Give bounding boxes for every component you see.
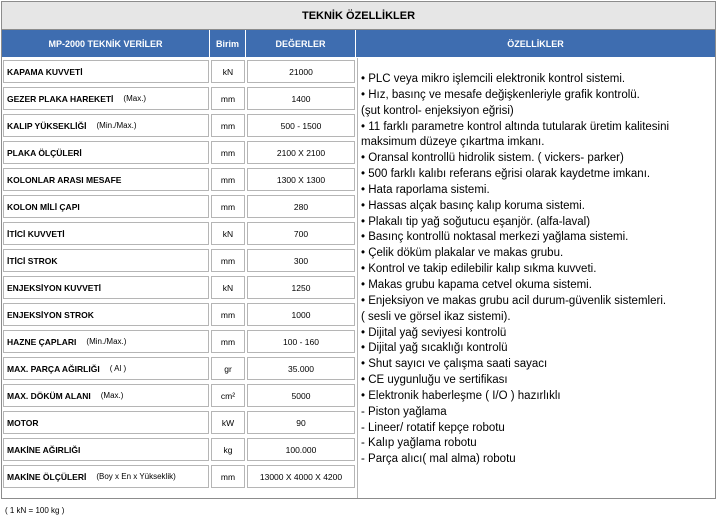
spec-table: [2, 58, 357, 490]
spec-label-cell: [3, 249, 209, 272]
spec-label: MAKİNE ÖLÇÜLERİ: [7, 471, 87, 482]
spec-label-cell: [3, 60, 209, 83]
spec-label-cell: [3, 357, 209, 380]
spec-note: (Min./Max.): [86, 337, 127, 346]
spec-label-cell: [3, 303, 209, 326]
spec-value: 35.000: [247, 357, 355, 380]
spec-unit: mm: [211, 195, 245, 218]
spec-label-cell: [3, 465, 209, 488]
spec-value: 100.000: [247, 438, 355, 461]
spec-label: KALIP YÜKSEKLİĞİ: [7, 120, 87, 131]
feature-item: • Makas grubu kapama cetvel okuma sistemi.: [361, 278, 592, 291]
spec-note: (Min./Max.): [96, 121, 137, 130]
feature-item: • CE uygunluğu ve sertifikası: [361, 374, 508, 387]
spec-value: 2100 X 2100: [247, 141, 355, 164]
spec-value: 1000: [247, 303, 355, 326]
spec-unit: kN: [211, 276, 245, 299]
spec-unit: mm: [211, 465, 245, 488]
spec-label-cell: [3, 384, 209, 407]
spec-unit: mm: [211, 303, 245, 326]
spec-label-cell: [3, 276, 209, 299]
feature-item: • Hız, basınç ve mesafe değişkenleriyle grafik kontrolü.: [361, 88, 640, 101]
feature-item: • Enjeksiyon ve makas grubu acil durum-güvenlik sistemleri.: [361, 294, 667, 307]
spec-value: 13000 X 4000 X 4200: [247, 465, 355, 488]
spec-label: KAPAMA KUVVETİ: [7, 66, 83, 77]
spec-label: MOTOR: [7, 417, 39, 428]
spec-label-cell: [3, 168, 209, 191]
header-spec: MP-2000 TEKNİK VERİLER: [2, 30, 210, 57]
footnote: ( 1 kN = 100 kg ): [5, 506, 65, 515]
feature-item: • Hassas alçak basınç kalıp koruma sistemi.: [361, 199, 585, 212]
spec-label-cell: [3, 222, 209, 245]
spec-label-cell: [3, 411, 209, 434]
feature-item: • Shut sayıcı ve çalışma saati sayacı: [361, 358, 548, 371]
feature-item: - Kalıp yağlama robotu: [361, 437, 477, 450]
feature-item: • Elektronik haberleşme ( I/O ) hazırlıklı: [361, 389, 561, 402]
header-value: DEĞERLER: [246, 30, 356, 57]
spec-label: KOLON MİLİ ÇAPI: [7, 201, 80, 212]
header-unit: Birim: [210, 30, 246, 57]
sheet-title: TEKNİK ÖZELLİKLER: [2, 2, 715, 30]
spec-value: 280: [247, 195, 355, 218]
table-row: [2, 166, 357, 193]
feature-item: • Hata raporlama sistemi.: [361, 183, 490, 196]
spec-label: ENJEKSİYON KUVVETİ: [7, 282, 101, 293]
feature-item: (şut kontrol- enjeksiyon eğrisi): [361, 104, 514, 117]
feature-item: • PLC veya mikro işlemcili elektronik kontrol sistemi.: [361, 73, 626, 85]
feature-item: - Parça alıcı( mal alma) robotu: [361, 453, 516, 466]
spec-value: 21000: [247, 60, 355, 83]
feature-item: ( sesli ve görsel ikaz sistemi).: [361, 310, 511, 323]
spec-note: ( Al ): [109, 364, 127, 373]
spec-label: MAX. DÖKÜM ALANI: [7, 390, 91, 401]
spec-note: (Boy x En x Yükseklik): [96, 472, 176, 481]
table-row: [2, 247, 357, 274]
spec-unit: kW: [211, 411, 245, 434]
spec-value: 1300 X 1300: [247, 168, 355, 191]
spec-label: PLAKA ÖLÇÜLERİ: [7, 147, 82, 158]
spec-value: 700: [247, 222, 355, 245]
spec-unit: kN: [211, 60, 245, 83]
spec-sheet: [1, 1, 716, 499]
spec-label-cell: [3, 330, 209, 353]
features-panel: [357, 58, 715, 498]
header-features: ÖZELLİKLER: [356, 30, 715, 57]
feature-item: maksimum düzeye çıkartma imkanı.: [361, 136, 545, 149]
feature-item: • Plakalı tip yağ soğutucu eşanjör. (alfa-laval): [361, 215, 591, 228]
feature-item: - Piston yağlama: [361, 405, 447, 418]
feature-item: • Kontrol ve takip edilebilir kalıp sıkma kuvveti.: [361, 263, 597, 276]
spec-unit: mm: [211, 114, 245, 137]
spec-label-cell: [3, 438, 209, 461]
feature-item: • Basınç kontrollü noktasal merkezi yağlama sistemi.: [361, 231, 629, 244]
table-row: [2, 409, 357, 436]
spec-label: KOLONLAR ARASI MESAFE: [7, 174, 122, 185]
spec-note: (Max.): [100, 391, 124, 400]
spec-label: İTİCİ STROK: [7, 255, 58, 266]
table-row: [2, 382, 357, 409]
spec-unit: mm: [211, 330, 245, 353]
feature-item: • 11 farklı parametre kontrol altında tutularak üretim kalitesini: [361, 120, 670, 133]
spec-label: ENJEKSİYON STROK: [7, 309, 94, 320]
feature-item: • 500 farklı kalıbı referans eğrisi olarak kaydetme imkanı.: [361, 168, 651, 181]
table-row: [2, 58, 357, 85]
spec-unit: kN: [211, 222, 245, 245]
spec-label: HAZNE ÇAPLARI: [7, 336, 77, 347]
spec-label: İTİCİ KUVVETİ: [7, 228, 65, 239]
spec-label-cell: [3, 195, 209, 218]
table-row: [2, 220, 357, 247]
spec-value: 90: [247, 411, 355, 434]
spec-unit: gr: [211, 357, 245, 380]
spec-unit: cm²: [211, 384, 245, 407]
spec-label-cell: [3, 87, 209, 110]
spec-unit: mm: [211, 168, 245, 191]
features-list: [361, 72, 713, 468]
feature-item: - Lineer/ rotatif kepçe robotu: [361, 421, 505, 434]
table-row: [2, 463, 357, 490]
table-row: [2, 85, 357, 112]
table-row: [2, 112, 357, 139]
spec-label-cell: [3, 114, 209, 137]
table-row: [2, 139, 357, 166]
spec-unit: mm: [211, 141, 245, 164]
spec-unit: mm: [211, 87, 245, 110]
table-row: [2, 355, 357, 382]
feature-item: • Dijital yağ seviyesi kontrolü: [361, 326, 507, 339]
spec-label: MAX. PARÇA AĞIRLIĞI: [7, 363, 100, 374]
spec-value: 100 - 160: [247, 330, 355, 353]
spec-unit: mm: [211, 249, 245, 272]
table-row: [2, 436, 357, 463]
spec-label: GEZER PLAKA HAREKETİ: [7, 93, 114, 104]
feature-item: • Oransal kontrollü hidrolik sistem. ( vickers- parker): [361, 152, 624, 165]
spec-value: 5000: [247, 384, 355, 407]
spec-value: 300: [247, 249, 355, 272]
table-row: [2, 274, 357, 301]
table-row: [2, 301, 357, 328]
feature-item: • Dijital yağ sıcaklığı kontrolü: [361, 342, 508, 355]
table-row: [2, 193, 357, 220]
spec-value: 1250: [247, 276, 355, 299]
table-row: [2, 328, 357, 355]
spec-label-cell: [3, 141, 209, 164]
spec-unit: kg: [211, 438, 245, 461]
spec-value: 500 - 1500: [247, 114, 355, 137]
spec-label: MAKİNE AĞIRLIĞI: [7, 444, 81, 455]
feature-item: • Çelik döküm plakalar ve makas grubu.: [361, 247, 564, 260]
spec-note: (Max.): [123, 94, 147, 103]
spec-value: 1400: [247, 87, 355, 110]
